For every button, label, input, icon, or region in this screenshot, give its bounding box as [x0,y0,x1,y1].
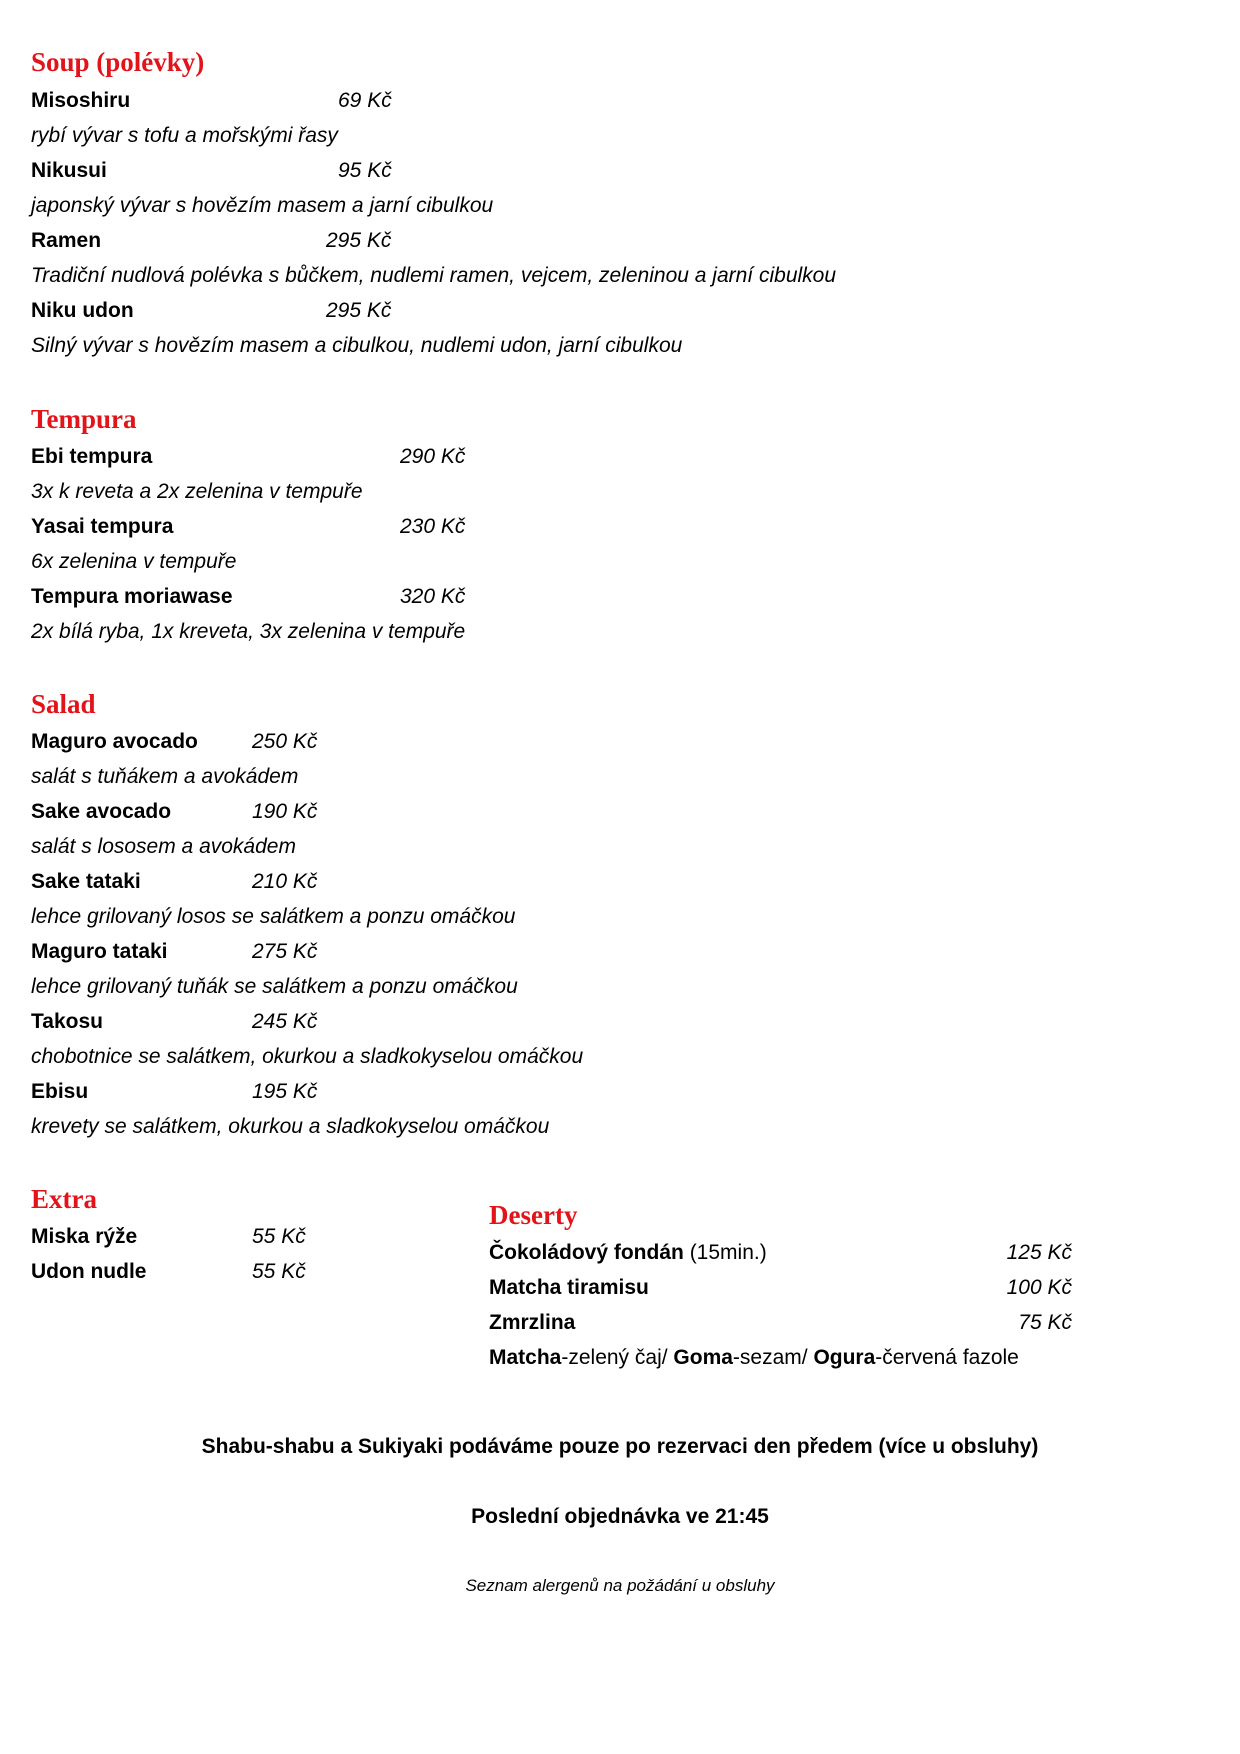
menu-item-desc: krevety se salátkem, okurkou a sladkokyselou omáčkou [31,1115,550,1138]
dessert-item-price: 100 Kč [1006,1276,1072,1299]
menu-item-name: Nikusui [31,159,107,182]
flavor-name: Ogura [813,1346,876,1369]
menu-item-price: 295 Kč [326,299,392,322]
menu-item-price: 69 Kč [338,89,392,112]
flavor-desc: -červená fazole [875,1346,1019,1369]
section-title-deserty: Deserty [489,1200,578,1230]
menu-item-name: Sake avocado [31,800,172,823]
dessert-name: Matcha tiramisu [489,1276,649,1299]
menu-item-name: Maguro avocado [31,730,198,753]
menu-item-name: Misoshiru [31,89,131,112]
allergens-note: Seznam alergenů na požádání u obsluhy [465,1576,775,1595]
section-title-salad: Salad [31,689,96,719]
menu-item-desc: Silný vývar s hovězím masem a cibulkou, nudlemi udon, jarní cibulkou [31,334,683,357]
menu-item-name: Maguro tataki [31,940,168,963]
section-title-tempura: Tempura [31,404,137,434]
menu-item-desc: 6x zelenina v tempuře [31,550,237,573]
menu-item-price: 250 Kč [252,730,318,753]
menu-item-name: Sake tataki [31,870,141,893]
menu-item-name: Ramen [31,229,102,252]
dessert-name: Čokoládový fondán [489,1241,684,1264]
dessert-item-name [489,1238,767,1268]
menu-item-price: 230 Kč [400,515,466,538]
menu-item-name: Udon nudle [31,1260,147,1283]
dessert-name: Zmrzlina [489,1311,576,1334]
dessert-item-name [489,1308,575,1338]
menu-item-price: 55 Kč [252,1225,306,1248]
menu-item-desc: rybí vývar s tofu a mořskými řasy [31,124,338,147]
dessert-item-price: 75 Kč [1018,1311,1072,1334]
menu-item-desc: chobotnice se salátkem, okurkou a sladkokyselou omáčkou [31,1045,584,1068]
menu-item-desc: lehce grilovaný tuňák se salátkem a ponzu omáčkou [31,975,518,998]
menu-item-price: 55 Kč [252,1260,306,1283]
menu-item-desc: Tradiční nudlová polévka s bůčkem, nudlemi ramen, vejcem, zeleninou a jarní cibulkou [31,264,837,287]
menu-item-price: 320 Kč [400,585,466,608]
menu-item-name: Tempura moriawase [31,585,233,608]
dessert-item-price: 125 Kč [1006,1241,1072,1264]
last-order-note: Poslední objednávka ve 21:45 [471,1505,769,1528]
dessert-flavors [489,1343,1019,1373]
menu-item-name: Niku udon [31,299,134,322]
menu-item-desc: lehce grilovaný losos se salátkem a ponzu omáčkou [31,905,516,928]
menu-item-price: 195 Kč [252,1080,318,1103]
section-title-extra: Extra [31,1184,97,1214]
menu-item-price: 245 Kč [252,1010,318,1033]
menu-item-name: Miska rýže [31,1225,138,1248]
reservation-note: Shabu-shabu a Sukiyaki podáváme pouze po rezervaci den předem (více u obsluhy) [201,1435,1039,1458]
menu-item-price: 210 Kč [252,870,318,893]
section-title-soup: Soup (polévky) [31,47,205,77]
flavor-desc: -zelený čaj/ [561,1346,674,1369]
menu-item-price: 290 Kč [400,445,466,468]
menu-item-name: Takosu [31,1010,103,1033]
flavor-name: Goma [673,1346,733,1369]
menu-item-desc: salát s lososem a avokádem [31,835,296,858]
menu-item-desc: 2x bílá ryba, 1x kreveta, 3x zelenina v tempuře [31,620,466,643]
flavor-name: Matcha [489,1346,562,1369]
dessert-note: (15min.) [683,1241,767,1264]
menu-item-desc: 3x k reveta a 2x zelenina v tempuře [31,480,363,503]
menu-item-name: Ebisu [31,1080,89,1103]
menu-item-price: 95 Kč [338,159,392,182]
menu-item-price: 190 Kč [252,800,318,823]
dessert-item-name [489,1273,649,1303]
menu-item-desc: salát s tuňákem a avokádem [31,765,299,788]
menu-item-name: Yasai tempura [31,515,174,538]
menu-item-price: 275 Kč [252,940,318,963]
menu-item-name: Ebi tempura [31,445,153,468]
menu-item-desc: japonský vývar s hovězím masem a jarní cibulkou [31,194,494,217]
flavor-desc: -sezam/ [732,1346,814,1369]
menu-item-price: 295 Kč [326,229,392,252]
